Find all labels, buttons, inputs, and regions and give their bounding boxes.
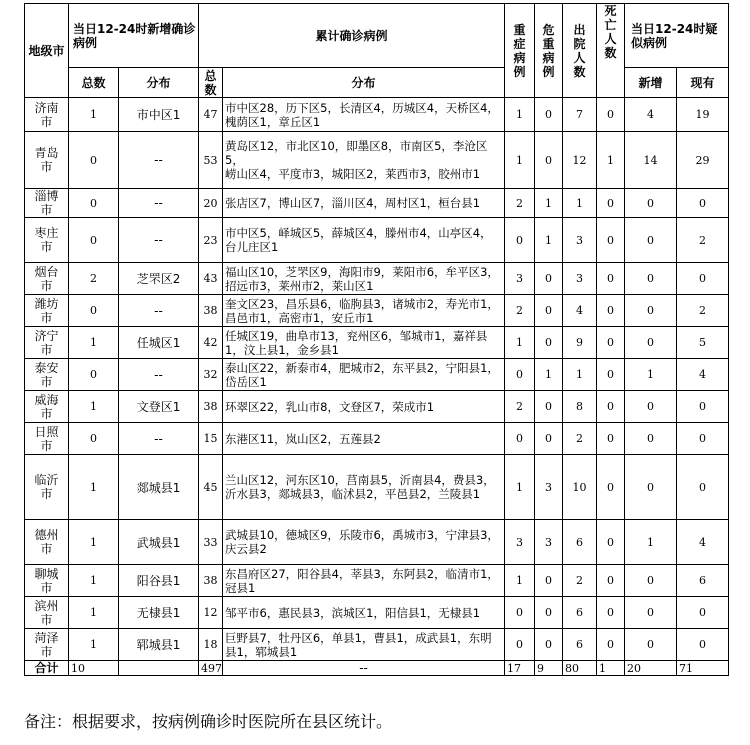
sus-current-cell: 0 [677,391,729,423]
header-cum-dist: 分布 [223,68,505,98]
new-total-cell: 0 [69,218,119,263]
critical-cell: 3 [535,520,563,565]
city-cell: 临沂市 [25,455,69,520]
sus-current-cell: 4 [677,359,729,391]
critical-cell: 0 [535,629,563,661]
new-dist-cell: 郯城县1 [119,455,199,520]
table-row [25,98,729,132]
new-total-cell: 1 [69,455,119,520]
cum-total-cell: 38 [199,565,223,597]
cum-dist-cell: 东昌府区27，阳谷县4，莘县3，东阿县2，临清市1，冠县1 [223,565,505,597]
sus-new-cell: 0 [625,263,677,295]
deaths-cell: 0 [597,520,625,565]
new-total-cell: 1 [69,327,119,359]
cum-dist-cell: 市中区28，历下区5，长清区4，历城区4，天桥区4，槐荫区1，章丘区1 [223,98,505,132]
discharged-cell: 10 [563,455,597,520]
discharged-cell: 4 [563,295,597,327]
discharged-cell: 1 [563,359,597,391]
city-cell: 菏泽市 [25,629,69,661]
deaths-cell: 0 [597,455,625,520]
severe-cell: 2 [505,391,535,423]
city-cell: 烟台市 [25,263,69,295]
cum-total-cell: 15 [199,423,223,455]
new-dist-cell: 任城区1 [119,327,199,359]
sus-new-cell: 0 [625,597,677,629]
header-severe: 重症病例 [505,4,535,98]
cum-total-cell: 32 [199,359,223,391]
new-dist-cell: 文登区1 [119,391,199,423]
deaths-cell: 0 [597,597,625,629]
severe-cell: 0 [505,423,535,455]
total-deaths: 1 [597,661,625,676]
deaths-cell: 1 [597,132,625,189]
total-new-total: 10 [69,661,119,676]
cum-total-cell: 12 [199,597,223,629]
critical-cell: 0 [535,423,563,455]
critical-cell: 1 [535,359,563,391]
sus-current-cell: 29 [677,132,729,189]
header-discharged: 出院人数 [563,4,597,98]
table-row [25,391,729,423]
severe-cell: 1 [505,98,535,132]
sus-current-cell: 2 [677,295,729,327]
cum-dist-cell: 奎文区23，昌乐县6，临朐县3，诸城市2，寿光市1，昌邑市1，高密市1，安丘市1 [223,295,505,327]
table-row [25,327,729,359]
total-label: 合计 [25,661,69,676]
deaths-cell: 0 [597,565,625,597]
discharged-cell: 7 [563,98,597,132]
discharged-cell: 6 [563,520,597,565]
deaths-cell: 0 [597,218,625,263]
cum-dist-cell: 武城县10，德城区9，乐陵市6，禹城市3，宁津县3， 庆云县2 [223,520,505,565]
cum-dist-cell: 巨野县7，牡丹区6，单县1，曹县1，成武县1，东明县1，郓城县1 [223,629,505,661]
new-total-cell: 0 [69,423,119,455]
sus-new-cell: 0 [625,295,677,327]
deaths-cell: 0 [597,263,625,295]
new-total-cell: 2 [69,263,119,295]
header-new-today: 当日12-24时新增确诊病例 [69,4,199,68]
city-cell: 潍坊市 [25,295,69,327]
critical-cell: 0 [535,132,563,189]
deaths-cell: 0 [597,423,625,455]
sus-current-cell: 0 [677,423,729,455]
new-total-cell: 0 [69,189,119,218]
cum-total-cell: 47 [199,98,223,132]
critical-cell: 0 [535,565,563,597]
city-cell: 聊城市 [25,565,69,597]
header-sus-current: 现有 [677,68,729,98]
new-dist-cell: 阳谷县1 [119,565,199,597]
city-cell: 滨州市 [25,597,69,629]
sus-new-cell: 0 [625,455,677,520]
total-discharged: 80 [563,661,597,676]
cum-dist-cell: 张店区7，博山区7，淄川区4，周村区1，桓台县1 [223,189,505,218]
sus-new-cell: 1 [625,359,677,391]
cum-dist-cell: 福山区10，芝罘区9，海阳市9，莱阳市6，牟平区3，招远市3，莱州市2，莱山区1 [223,263,505,295]
new-dist-cell: -- [119,218,199,263]
cum-total-cell: 38 [199,295,223,327]
severe-cell: 2 [505,189,535,218]
sus-new-cell: 0 [625,629,677,661]
covid-case-table [24,3,729,676]
deaths-cell: 0 [597,295,625,327]
critical-cell: 0 [535,263,563,295]
deaths-cell: 0 [597,359,625,391]
table-row [25,597,729,629]
new-dist-cell: 市中区1 [119,98,199,132]
sus-new-cell: 0 [625,189,677,218]
cum-total-cell: 45 [199,455,223,520]
header-sus-new: 新增 [625,68,677,98]
city-cell: 日照市 [25,423,69,455]
cum-dist-cell: 任城区19，曲阜市13，兖州区6，邹城市1，嘉祥县1，汶上县1，金乡县1 [223,327,505,359]
severe-cell: 0 [505,597,535,629]
city-cell: 济南市 [25,98,69,132]
severe-cell: 3 [505,263,535,295]
header-cumulative: 累计确诊病例 [199,4,505,68]
sus-current-cell: 2 [677,218,729,263]
sus-new-cell: 0 [625,565,677,597]
cum-total-cell: 23 [199,218,223,263]
cum-total-cell: 43 [199,263,223,295]
table-row [25,455,729,520]
new-dist-cell: 武城县1 [119,520,199,565]
cum-total-cell: 38 [199,391,223,423]
severe-cell: 1 [505,455,535,520]
sus-current-cell: 6 [677,565,729,597]
discharged-cell: 8 [563,391,597,423]
cum-total-cell: 20 [199,189,223,218]
header-new-dist: 分布 [119,68,199,98]
total-sus-current: 71 [677,661,729,676]
cum-total-cell: 42 [199,327,223,359]
new-dist-cell: -- [119,295,199,327]
critical-cell: 1 [535,189,563,218]
header-deaths: 死亡人数 [597,4,625,98]
cum-dist-cell: 黄岛区12，市北区10，即墨区8，市南区5，李沧区5， 崂山区4，平度市3，城阳区2，莱西市3，胶州市1 [223,132,505,189]
sus-current-cell: 0 [677,629,729,661]
new-total-cell: 1 [69,98,119,132]
cum-total-cell: 33 [199,520,223,565]
header-critical: 危重病例 [535,4,563,98]
critical-cell: 0 [535,597,563,629]
cum-total-cell: 53 [199,132,223,189]
severe-cell: 1 [505,132,535,189]
cum-total-cell: 18 [199,629,223,661]
discharged-cell: 12 [563,132,597,189]
critical-cell: 0 [535,391,563,423]
new-dist-cell: -- [119,359,199,391]
severe-cell: 1 [505,565,535,597]
table-row [25,359,729,391]
deaths-cell: 0 [597,629,625,661]
new-total-cell: 0 [69,295,119,327]
city-cell: 泰安市 [25,359,69,391]
total-cum-dist: -- [223,661,505,676]
discharged-cell: 1 [563,189,597,218]
new-total-cell: 1 [69,391,119,423]
total-new-dist [119,661,199,676]
header-cum-total: 总数 [199,68,223,98]
cum-dist-cell: 邹平市6，惠民县3，滨城区1，阳信县1，无棣县1 [223,597,505,629]
severe-cell: 0 [505,629,535,661]
deaths-cell: 0 [597,391,625,423]
discharged-cell: 2 [563,423,597,455]
city-cell: 威海市 [25,391,69,423]
total-severe: 17 [505,661,535,676]
header-city: 地级市 [25,4,69,98]
deaths-cell: 0 [597,98,625,132]
sus-new-cell: 0 [625,423,677,455]
new-dist-cell: 郓城县1 [119,629,199,661]
severe-cell: 0 [505,218,535,263]
deaths-cell: 0 [597,327,625,359]
new-dist-cell: -- [119,423,199,455]
cum-dist-cell: 兰山区12，河东区10，莒南县5，沂南县4，费县3， 沂水县3，郯城县3，临沭县2，平邑县2，兰陵县1 [223,455,505,520]
table-row [25,218,729,263]
new-dist-cell: -- [119,132,199,189]
new-total-cell: 1 [69,629,119,661]
sus-current-cell: 0 [677,263,729,295]
critical-cell: 0 [535,98,563,132]
sus-current-cell: 19 [677,98,729,132]
sus-new-cell: 0 [625,391,677,423]
sus-new-cell: 0 [625,327,677,359]
new-total-cell: 1 [69,597,119,629]
city-cell: 淄博市 [25,189,69,218]
new-dist-cell: 无棣县1 [119,597,199,629]
severe-cell: 3 [505,520,535,565]
sus-new-cell: 1 [625,520,677,565]
table-row [25,189,729,218]
severe-cell: 2 [505,295,535,327]
sus-new-cell: 4 [625,98,677,132]
new-total-cell: 1 [69,520,119,565]
table-row [25,423,729,455]
table-row [25,263,729,295]
critical-cell: 0 [535,295,563,327]
total-sus-new: 20 [625,661,677,676]
total-cum-total: 497 [199,661,223,676]
critical-cell: 3 [535,455,563,520]
discharged-cell: 6 [563,597,597,629]
table-row [25,520,729,565]
new-total-cell: 1 [69,565,119,597]
cum-dist-cell: 环翠区22，乳山市8，文登区7，荣成市1 [223,391,505,423]
sus-current-cell: 0 [677,597,729,629]
severe-cell: 1 [505,327,535,359]
header-suspected: 当日12-24时疑似病例 [625,4,729,68]
discharged-cell: 9 [563,327,597,359]
critical-cell: 0 [535,327,563,359]
new-total-cell: 0 [69,359,119,391]
table-row [25,295,729,327]
city-cell: 济宁市 [25,327,69,359]
total-row [25,661,729,676]
city-cell: 青岛市 [25,132,69,189]
cum-dist-cell: 市中区5，峄城区5，薛城区4，滕州市4，山亭区4， 台儿庄区1 [223,218,505,263]
discharged-cell: 3 [563,263,597,295]
footnote: 备注：根据要求，按病例确诊时医院所在县区统计。 [24,712,393,731]
table-row [25,132,729,189]
city-cell: 德州市 [25,520,69,565]
cum-dist-cell: 东港区11，岚山区2，五莲县2 [223,423,505,455]
sus-current-cell: 4 [677,520,729,565]
header-new-total: 总数 [69,68,119,98]
city-cell: 枣庄市 [25,218,69,263]
sus-new-cell: 0 [625,218,677,263]
sus-current-cell: 0 [677,455,729,520]
table-row [25,565,729,597]
sus-current-cell: 0 [677,189,729,218]
new-dist-cell: 芝罘区2 [119,263,199,295]
deaths-cell: 0 [597,189,625,218]
new-dist-cell: -- [119,189,199,218]
table-row [25,629,729,661]
discharged-cell: 6 [563,629,597,661]
new-total-cell: 0 [69,132,119,189]
sus-new-cell: 14 [625,132,677,189]
sus-current-cell: 5 [677,327,729,359]
discharged-cell: 2 [563,565,597,597]
total-critical: 9 [535,661,563,676]
cum-dist-cell: 泰山区22，新泰市4，肥城市2，东平县2，宁阳县1，岱岳区1 [223,359,505,391]
discharged-cell: 3 [563,218,597,263]
severe-cell: 0 [505,359,535,391]
critical-cell: 1 [535,218,563,263]
